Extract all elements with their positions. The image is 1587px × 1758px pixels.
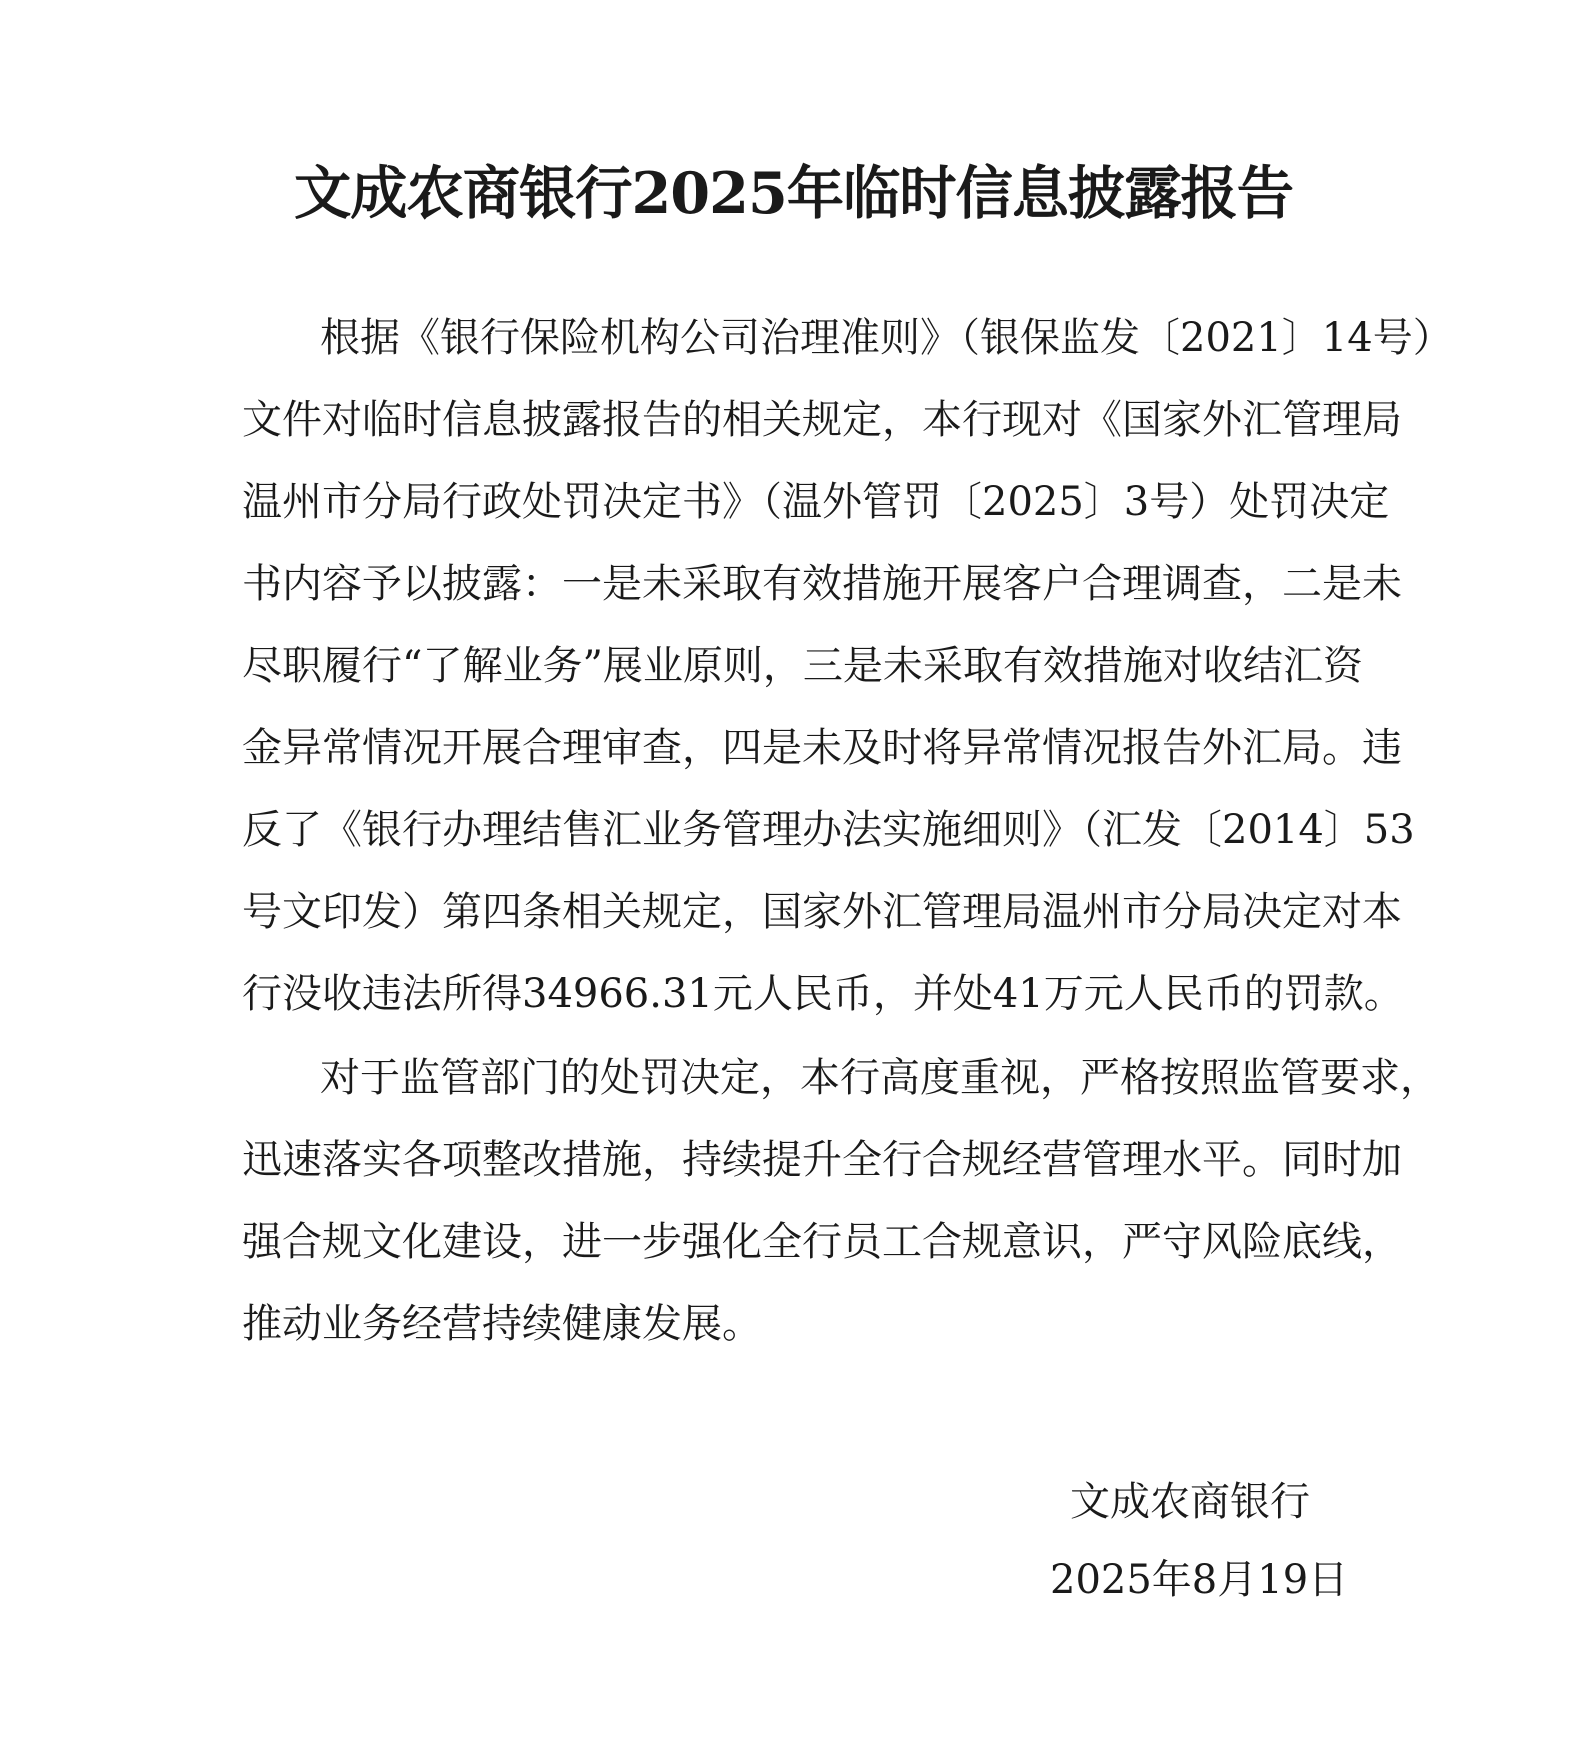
- paragraph-line: 温州市分局行政处罚决定书》（温外管罚〔2025〕3号）处罚决定: [242, 479, 1390, 525]
- paragraph-line: 反了《银行办理结售汇业务管理办法实施细则》（汇发〔2014〕53: [242, 807, 1415, 853]
- paragraph-line: 对于监管部门的处罚决定，本行高度重视，严格按照监管要求，: [320, 1055, 1440, 1101]
- paragraph-rectification: [242, 1048, 1440, 1376]
- paragraph-line: 尽职履行“了解业务”展业原则，三是未采取有效措施对收结汇资: [242, 643, 1363, 689]
- paragraph-penalty-disclosure: [242, 308, 1453, 1046]
- paragraph-line: 推动业务经营持续健康发展。: [242, 1301, 762, 1347]
- paragraph-line: 号文印发）第四条相关规定，国家外汇管理局温州市分局决定对本: [242, 889, 1402, 935]
- paragraph-line: 迅速落实各项整改措施，持续提升全行合规经营管理水平。同时加: [242, 1137, 1402, 1183]
- paragraph-line: 金异常情况开展合理审查，四是未及时将异常情况报告外汇局。违: [242, 725, 1402, 771]
- paragraph-line: 书内容予以披露：一是未采取有效措施开展客户合理调查，二是未: [242, 561, 1402, 607]
- paragraph-line: 根据《银行保险机构公司治理准则》（银保监发〔2021〕14号）: [320, 315, 1453, 361]
- paragraph-line: 文件对临时信息披露报告的相关规定，本行现对《国家外汇管理局: [242, 397, 1402, 443]
- signature-organization: 文成农商银行: [1070, 1479, 1310, 1525]
- document-body: [242, 308, 1453, 1376]
- paragraph-line: 行没收违法所得34966.31元人民币，并处41万元人民币的罚款。: [242, 971, 1404, 1017]
- signature-date: 2025年8月19日: [1050, 1557, 1349, 1603]
- document-title: 文成农商银行2025年临时信息披露报告: [293, 159, 1294, 227]
- paragraph-line: 强合规文化建设，进一步强化全行员工合规意识，严守风险底线，: [242, 1219, 1402, 1265]
